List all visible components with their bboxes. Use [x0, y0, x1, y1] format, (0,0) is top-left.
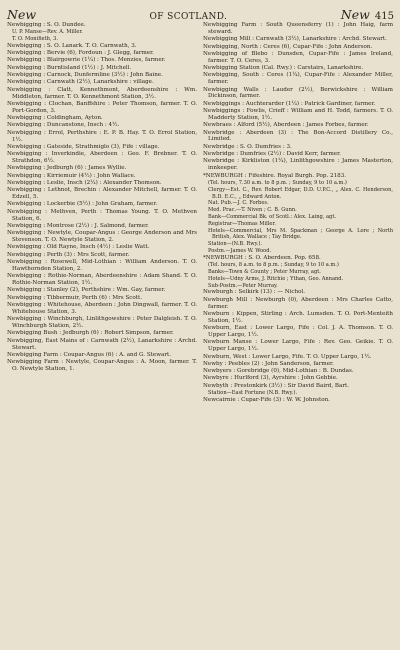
directory-entry: Newbyre : Hurlford (3), Ayrshire : John Gebbie.	[203, 375, 338, 382]
directory-entry: Newbigging : Clatt, Kennethmont, Aberdeenshire : Wm. Middleton, farmer. T. O. Kennethmont Station, 3½.	[7, 86, 197, 100]
directory-entry: Newbigging : Tibbermuir, Perth (6) : Mrs Scott.	[7, 294, 143, 301]
directory-entry: Newbigging : S. O. Dundee.	[7, 22, 86, 28]
directory-entry: Newbigging, North : Ceres (6), Cupar-Fife : John Anderson.	[203, 43, 373, 50]
directory-entry: Newbigging Station (Cal. Rwy.) : Carstairs, Lanarkshire.	[203, 65, 364, 71]
directory-entry: Newbigging, South : Ceres (1¼), Cupar-Fife : Alexander Miller, farmer.	[203, 72, 393, 86]
directory-entry: Newbigging : Rosewell, Mid-Lothian : William Anderson. T. O. Hawthornden Station, 2.	[7, 259, 197, 272]
directory-entry: Newcairnie : Cupar-Fife (3) : W. W. Johnston.	[203, 396, 330, 403]
directory-entry: Newbigging Bush : Jedburgh (6) : Robert Simpson, farmer.	[7, 330, 174, 337]
directory-entry: Newbigging : Lockerbie (5½) : John Graham, farmer.	[7, 201, 158, 208]
directory-entry: Newbigging Farm : South Queensferry (1) : John Haig, farm steward.	[203, 22, 393, 35]
directory-entry: Sub-Postm.—Peter Murray.	[208, 282, 278, 289]
directory-entry: Newburn, East : Lower Largo, Fife : Col. J. A. Thomson. T. O. Upper Largo, 1½.	[203, 325, 393, 339]
directory-entry: Newbiggings : Auchterarder (1¼) : Patrick Gardiner, farmer.	[203, 100, 376, 107]
header-right	[341, 4, 394, 23]
directory-entry: Newbridge : Aberdeen (3) : The Bon-Accord Distillery Co., Limited.	[203, 129, 393, 143]
directory-entry: Newbigging : Perth (3) : Mrs Scott, farmer.	[7, 251, 130, 258]
directory-entry: Newbigging Mill : Carnwath (3½), Lanarkshire : Archd. Stewart.	[203, 36, 387, 43]
directory-entry: Banks—Town & County ; Peter Murray, agt.	[208, 269, 321, 276]
directory-entry: U. P. Manse—Rev. A. Miller.	[12, 29, 83, 36]
directory-entry: Newburn Manse : Lower Largo, Fife : Rev. Geo. Geikie. T. O. Upper Largo, 1½.	[203, 339, 393, 353]
directory-entry: Newbigging : Leslie, Insch (2¼) : Alexander Thomson.	[7, 179, 162, 186]
page-number: 415	[374, 11, 394, 22]
directory-entry: Newbigging : Carnwath (2½), Lanarkshire : village.	[7, 79, 154, 86]
directory-entry: Med. Prac.—T. Niven ; C. B. Gunn.	[208, 207, 297, 214]
directory-entry: Newbigging : Newtyle, Coupar-Angus : George Anderson and Mrs Stevenson. T. O. Newtyle Station, 2.	[7, 230, 197, 244]
directory-entry: Newbigging : Errol, Perthshire : E. P. B. Hay. T. O. Errol Station, 1½.	[7, 129, 197, 143]
directory-entry: Newbigging : Stanley (2), Perthshire : Wm. Gay, farmer.	[7, 287, 166, 294]
right-running-headword: New	[340, 7, 370, 22]
directory-entry: Newburn : Kippen, Stirling : Arch. Lumsden. T. O. Port-Menteith Station, 1½.	[203, 310, 393, 324]
directory-entry: Newbigging : Rothie-Norman, Aberdeenshire : Adam Shand. T. O. Rothie-Norman Station, 1½.	[7, 273, 197, 287]
directory-entry: Station—East Fortune (N.B. Rwy.).	[208, 390, 298, 397]
directory-entry: *NEWBURGH : S. O. Aberdeen. Pop. 658.	[203, 255, 321, 261]
left-running-headword: New	[7, 7, 37, 22]
directory-entry: Newbigging : Kirriemuir (4½) : John Wallace.	[7, 172, 136, 179]
directory-entry: Hotels—Commercial, Mrs M. Spackman ; George A. Lore ; North British, Alex. Wallace ; Tay Bridge.	[208, 227, 393, 240]
directory-entry: Newbigging : Winchburgh, Linlithgowshire : Peter Dalgleish. T. O. Winchburgh Station, 2½.	[7, 316, 197, 330]
directory-entry: Newbigging : Methven, Perth : Thomas Young. T. O. Methven Station, 6.	[7, 208, 197, 222]
directory-entry: (Tel. hours, 7.30 a.m. to 8 p.m. ; Sunday, 9 to 10 a.m.)	[208, 180, 347, 187]
directory-entry: Newbigging Farm : Newtyle, Coupar-Angus : A. Moon, farmer. T. O. Newtyle Station, 1.	[7, 359, 197, 373]
directory-entry: Newbigging Walls : Lauder (2½), Berwickshire : William Dickinson, farmer.	[203, 86, 393, 100]
directory-entry: Newburgh : Selkirk (13) : — Nichol.	[203, 289, 306, 296]
directory-entry: Bank—Commercial Bk. of Scotl.: Alex. Laing, agt.	[208, 214, 336, 220]
directory-entry: Newbigging : Whitehouse, Aberdeen : John Dingwall, farmer. T. O. Whitehouse Station, 3.	[7, 302, 197, 315]
directory-entry: Newbigging : Gateside, Strathmiglo (3), Fife : village.	[7, 143, 160, 150]
directory-entry: Newbigging : Blairgowrie (1¼) : Thos. Menzies, farmer.	[7, 57, 166, 64]
directory-entry: Newbigging Farm : Coupar-Angus (6) : A. and G. Stewart.	[7, 351, 172, 358]
directory-entry: Newbridge : Kirkliston (1¼), Linlithgowshire : James Masterton, innkeeper.	[203, 158, 393, 172]
directory-entry: Newbigging : Coldingham, Ayton.	[7, 115, 103, 122]
page-header	[7, 4, 394, 22]
directory-entry: Newburn, West : Lower Largo, Fife. T. O. Upper Largo, 1½.	[203, 353, 372, 360]
directory-entry: Registrar—Thomas Miller.	[208, 220, 276, 227]
directory-entry: Newbyth : Prestonkirk (3½) : Sir David Baird, Bart.	[203, 382, 350, 389]
directory-entry: Newbigging, East Mains of : Carnwath (2½), Lanarkshire : Archd. Stewart.	[7, 337, 197, 351]
directory-entry: Newbigging : Inverkindie, Aberdeen : Geo. F. Brebner. T. O. Strathdon, 6½.	[7, 151, 197, 165]
directory-entry: Newbraes : Alford (5½), Aberdeen : James Forbes, farmer.	[203, 122, 369, 129]
directory-entry: Newbyers : Gorebridge (0), Mid-Lothian : B. Dundas.	[203, 368, 354, 375]
directory-entry: (Tel. hours, 8 a.m. to 8 p.m. ; Sunday, 9 to 10 a.m.)	[208, 262, 339, 269]
directory-entry: Newbridge : Dumfries (2½) : David Kerr, farmer.	[203, 151, 341, 157]
directory-entry: *NEWBURGH : Fifeshire. Royal Burgh. Pop. 2183.	[203, 173, 347, 180]
directory-entry: Hotels—Udny Arms, J. Ritchie ; Ythan, Geo. Annand.	[208, 275, 344, 282]
directory-entry: Newbigging of Blebo : Dunsden, Cupar-Fife : James Ireland, farmer. T. O. Ceres, 3.	[203, 50, 393, 64]
directory-entry: Clergy—Est. C., Rev. Robert Edgar, D.D. U.P.C., „ Alex. C. Henderson, B.D. E.C., „ Edward Anton.	[208, 187, 393, 200]
directory-entry: Newbigging : Lethnot, Brechin : Alexander Mitchell, farmer. T. O. Edzell, 5.	[7, 187, 197, 201]
left-column	[7, 22, 197, 404]
directory-entry: Newbigging : S. O. Lanark. T. O. Carnwath, 3.	[7, 42, 137, 49]
directory-entry: Newbigging : Carnock, Dunfermline (3½) : John Baine.	[7, 72, 163, 79]
directory-entry: Nat. Pub.—J. C. Forbes.	[208, 200, 269, 207]
directory-entry: Newbigging : Duncanstone, Insch : 4½.	[7, 122, 120, 129]
directory-entry: Newburgh Mill : Newburgh (0), Aberdeen : Mrs Charles Catto, farmer.	[203, 296, 393, 310]
directory-entry: Newbigging : Bervie (6), Fordoun : J. Glegg, farmer.	[7, 50, 154, 57]
right-column	[203, 22, 393, 404]
directory-entry: Newbigging : Clochan, Banffshire : Peter Thomson, farmer. T. O. Port-Gordon, 3.	[7, 100, 197, 114]
directory-entry: T. O. Monifieth, 3.	[12, 36, 59, 43]
running-title: OF SCOTLAND.	[149, 12, 228, 22]
directory-entry: Newbigging : Montrose (2½) : J. Salmond, farmer.	[7, 222, 149, 229]
directory-entry: Newbigging : Old Rayne, Insch (4½) : Leslie Watt.	[7, 244, 150, 251]
directory-entry: Newbiggings : Fowlis, Crieff : William and H. Todd, farmers. T. O. Madderty Station, 1½.	[203, 108, 393, 121]
directory-entry: Station—(N.B. Rwy.).	[208, 240, 263, 247]
directory-entry: Postm.—James W. Wood.	[208, 247, 272, 254]
directory-entry: Newbridge : S. O. Dumfries : 3.	[203, 143, 292, 150]
directory-entry: Newby : Peebles (2) : John Sanderson, farmer.	[203, 360, 334, 367]
directory-entry: Newbigging : Burntisland (1½) : J. Mitchell.	[7, 64, 132, 71]
columns	[7, 22, 394, 404]
directory-entry: Newbigging : Jedburgh (6) : James Wyllie.	[7, 165, 127, 172]
